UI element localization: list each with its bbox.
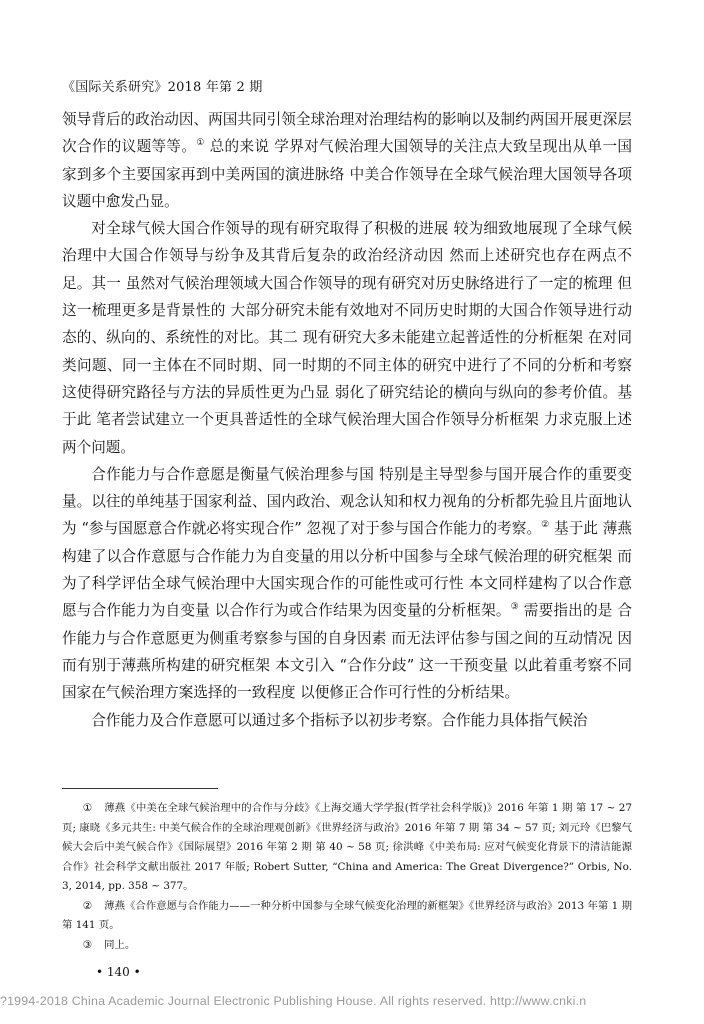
footnote-2: ② 薄燕《合作意愿与合作能力——一种分析中国参与全球气候变化治理的新框架》《世界经济与政治》2013 年第 1 期 第 141 页。 (62, 899, 632, 931)
page-number: • 140 • (96, 965, 141, 979)
copyright-watermark: ?1994-2018 China Academic Journal Electronic Publishing House. All rights reserved. http://www.cnki.n (0, 994, 587, 1008)
footnote-1: ① 薄燕《中美在全球气候治理中的合作与分歧》《上海交通大学学报(哲学社会科学版)》2016 年第 1 期 第 17 ~ 27 页; 康晓《多元共生: 中美气候合作的全球治理观创新》《世界经济与政治》2016 年第 7 期 第 34 ~ 57 页; 刘元玲《巴黎气候大会后中美气候合作》《国际展望》2016 年第 2 期 第 40 ~ 58 页; 徐洪峰《中美布局: 应对气候变化背景下的清洁能源合作》社会科学文献出版社 2017 年版; Robert Sutter, “China and America: The Great Divergence?” Orbis, No. 3, 2014, pp. 358 ~ 377。 (62, 802, 632, 892)
footnotes (62, 799, 632, 955)
journal-header: 《国际关系研究》2018 年第 2 期 (62, 80, 263, 95)
paragraph-2: 对全球气候大国合作领导的现有研究取得了积极的进展 较为细致地展现了全球气候治理中大国合作领导与纷争及其背后复杂的政治经济动因 然而上述研究也存在两点不足。其一 虽然对气候治理领域大国合作领导的现有研究对历史脉络进行了一定的梳理 但这一梳理更多是背景性的 大部分研究未能有效地对不同历史时期的大国合作领导进行动态的、纵向的、系统性的对比。其二 现有研究大多未能建立起普适性的分析框架 在对同类问题、同一主体在不同时期、同一时期的不同主体的研究中进行了不同的分析和考察 这使得研究路径与方法的异质性更为凸显 弱化了研究结论的横向与纵向的参考价值。基于此 笔者尝试建立一个更具普适性的全球气候治理大国合作领导分析框架 力求克服上述两个问题。 (62, 220, 632, 456)
footnote-ref-3[interactable]: ③ (510, 602, 519, 613)
footnote-divider (62, 788, 218, 789)
main-text (62, 106, 632, 734)
paragraph-4: 合作能力及合作意愿可以通过多个指标予以初步考察。合作能力具体指气候治 (91, 711, 588, 729)
footnote-ref-1[interactable]: ① (196, 138, 205, 149)
footnote-3: ③ 同上。 (82, 938, 136, 951)
paragraph-1: 领导背后的政治动因、两国共同引领全球治理对治理结构的影响以及制约两国开展更深层次合作的议题等等。① 总的来说 学界对气候治理大国领导的关注点大致呈现出从单一国家到多个主要国家再到中美两国的演进脉络 中美合作领导在全球气候治理大国领导各项议题中愈发凸显。 (62, 111, 632, 210)
paragraph-3: 合作能力与合作意愿是衡量气候治理参与国 特别是主导型参与国开展合作的重要变量。以往的单纯基于国家利益、国内政治、观念认知和权力视角的分析都先验且片面地认为 “参与国愿意合作就必将实现合作” 忽视了对于参与国合作能力的考察。② 基于此 薄燕构建了以合作意愿与合作能力为自变量的用以分析中国参与全球气候治理的研究框架 而为了科学评估全球气候治理中大国实现合作的可能性或可行性 本文同样建构了以合作意愿与合作能力为自变量 以合作行为或合作结果为因变量的分析框架。③ 需要指出的是 合作能力与合作意愿更为侧重考察参与国的自身因素 而无法评估参与国之间的互动情况 因而有别于薄燕所构建的研究框架 本文引入 “合作分歧” 这一干预变量 以此着重考察不同国家在气候治理方案选择的一致程度 以便修正合作可行性的分析结果。 (62, 465, 633, 702)
footnote-ref-2[interactable]: ② (541, 520, 550, 531)
